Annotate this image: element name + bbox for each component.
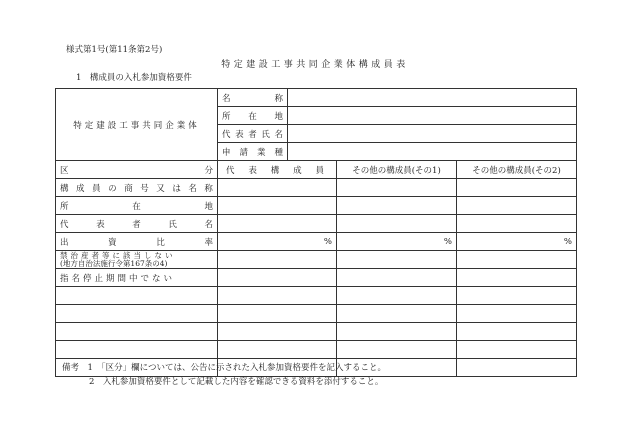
member-address-row (56, 197, 577, 215)
category-header-right: 分 (204, 165, 213, 176)
disqualification-line1: 禁治産者等に該当しない (60, 250, 176, 260)
member-representative-other1-cell[interactable] (337, 215, 457, 233)
label-char: 又 (156, 183, 165, 194)
label-char: 成 (293, 165, 302, 176)
jv-name-row (56, 89, 577, 107)
blank-row (56, 305, 577, 323)
label-char: 種 (274, 147, 283, 158)
label-char: 資 (108, 237, 117, 248)
no-suspension-other2-cell[interactable] (457, 269, 577, 287)
label-char: は (172, 183, 181, 194)
category-header-left: 区 (60, 165, 69, 176)
no-suspension-row (56, 269, 577, 287)
label-char: の (108, 183, 117, 194)
label-char: 名 (188, 183, 197, 194)
blank-cell[interactable] (337, 305, 457, 323)
label-char: 所 (60, 201, 69, 212)
column-header-row (56, 161, 577, 179)
trade-name-other2-cell[interactable] (457, 179, 577, 197)
label-char: 請 (239, 147, 248, 158)
member-address-text (60, 200, 213, 212)
name-field-label (218, 89, 288, 107)
label-char: 者 (248, 129, 257, 140)
label-char: 代 (60, 219, 69, 230)
blank-cell[interactable] (218, 341, 337, 359)
label-char: 名 (222, 93, 231, 104)
note-2: 2 入札参加資格要件として記載した内容を確認できる資料を添付すること。 (89, 377, 384, 387)
disqualification-line2: (地方自治法施行令第167条の4) (60, 258, 168, 268)
form-title: 特定建設工事共同企業体構成員表 (221, 60, 409, 70)
form-number: 様式第1号(第11条第2号) (66, 45, 163, 55)
label-char: 成 (76, 183, 85, 194)
investment-ratio-other2-cell[interactable]: % (457, 233, 577, 251)
blank-row (56, 341, 577, 359)
blank-cell[interactable] (457, 341, 577, 359)
label-char: 表 (96, 219, 105, 230)
label-char: 称 (274, 93, 283, 104)
category-header (56, 161, 218, 179)
trade-name-row (56, 179, 577, 197)
address-field-value[interactable] (288, 107, 577, 125)
investment-ratio-other1-cell[interactable]: % (337, 233, 457, 251)
label-char: 地 (204, 201, 213, 212)
label-char: 申 (222, 147, 231, 158)
blank-cell[interactable] (218, 305, 337, 323)
representative-field-label (218, 125, 288, 143)
disqualification-rep-cell[interactable] (218, 251, 337, 269)
member-representative-other2-cell[interactable] (457, 215, 577, 233)
disqualification-label (56, 251, 218, 269)
label-char: 表 (248, 165, 257, 176)
blank-cell[interactable] (56, 305, 218, 323)
label-char: 所 (222, 111, 231, 122)
label-char: 名 (204, 219, 213, 230)
blank-cell[interactable] (457, 305, 577, 323)
blank-row (56, 287, 577, 305)
label-char: 代 (222, 129, 231, 140)
name-field-text (222, 92, 283, 104)
trade-name-label (56, 179, 218, 197)
representative-header-text (226, 164, 324, 176)
blank-cell[interactable] (337, 341, 457, 359)
label-char: 代 (226, 165, 235, 176)
section-heading: 1 構成員の入札参加資格要件 (76, 73, 192, 83)
business-type-field-label (218, 143, 288, 161)
member-table (55, 88, 577, 377)
blank-cell[interactable] (457, 323, 577, 341)
label-char: 率 (204, 237, 213, 248)
label-char: 在 (248, 111, 257, 122)
member-representative-label (56, 215, 218, 233)
investment-ratio-rep-cell[interactable]: % (218, 233, 337, 251)
label-char: 比 (156, 237, 165, 248)
blank-cell[interactable] (218, 323, 337, 341)
investment-ratio-row (56, 233, 577, 251)
disqualification-row (56, 251, 577, 269)
no-suspension-rep-cell[interactable] (218, 269, 337, 287)
label-char: 号 (140, 183, 149, 194)
member-address-other2-cell[interactable] (457, 197, 577, 215)
member-address-label (56, 197, 218, 215)
label-char: 構 (60, 183, 69, 194)
label-char: 表 (235, 129, 244, 140)
label-char: 氏 (168, 219, 177, 230)
representative-header (218, 161, 337, 179)
label-char: 在 (132, 201, 141, 212)
label-char: 商 (124, 183, 133, 194)
member-address-rep-cell[interactable] (218, 197, 337, 215)
label-char: 地 (274, 111, 283, 122)
member-representative-text (60, 218, 213, 230)
member-address-other1-cell[interactable] (337, 197, 457, 215)
disqualification-other2-cell[interactable] (457, 251, 577, 269)
representative-field-value[interactable] (288, 125, 577, 143)
business-type-field-value[interactable] (288, 143, 577, 161)
note-1: 備考 1 「区分」欄については、公告に示された入札参加資格要件を記入すること。 (62, 363, 386, 373)
label-char: 員 (92, 183, 101, 194)
blank-cell[interactable] (457, 359, 577, 377)
address-field-text (222, 110, 283, 122)
blank-row (56, 323, 577, 341)
trade-name-rep-cell[interactable] (218, 179, 337, 197)
member-representative-rep-cell[interactable] (218, 215, 337, 233)
blank-cell[interactable] (457, 287, 577, 305)
trade-name-text (60, 182, 213, 194)
label-char: 業 (256, 147, 266, 158)
blank-cell[interactable] (56, 323, 218, 341)
label-char: 出 (60, 237, 69, 248)
label-char: 者 (132, 219, 141, 230)
blank-cell[interactable] (56, 287, 218, 305)
other1-header: その他の構成員(その1) (337, 161, 457, 179)
address-field-label (218, 107, 288, 125)
member-representative-row (56, 215, 577, 233)
no-suspension-other1-cell[interactable] (337, 269, 457, 287)
blank-cell[interactable] (337, 323, 457, 341)
no-suspension-label: 指名停止期間中でない (56, 269, 218, 287)
investment-ratio-label (56, 233, 218, 251)
representative-field-text (222, 128, 283, 140)
other2-header: その他の構成員(その2) (457, 161, 577, 179)
disqualification-other1-cell[interactable] (337, 251, 457, 269)
label-char: 氏 (261, 129, 270, 140)
jv-label: 特定建設工事共同企業体 (56, 89, 218, 161)
label-char: 名 (274, 129, 283, 140)
blank-cell[interactable] (56, 341, 218, 359)
investment-ratio-text (60, 236, 213, 248)
category-header-text (60, 164, 213, 176)
trade-name-other1-cell[interactable] (337, 179, 457, 197)
name-field-value[interactable] (288, 89, 577, 107)
label-char: 称 (204, 183, 213, 194)
blank-cell[interactable] (218, 287, 337, 305)
label-char: 構 (270, 165, 280, 176)
business-type-field-text (222, 146, 283, 158)
label-char: 員 (315, 165, 324, 176)
blank-cell[interactable] (337, 287, 457, 305)
